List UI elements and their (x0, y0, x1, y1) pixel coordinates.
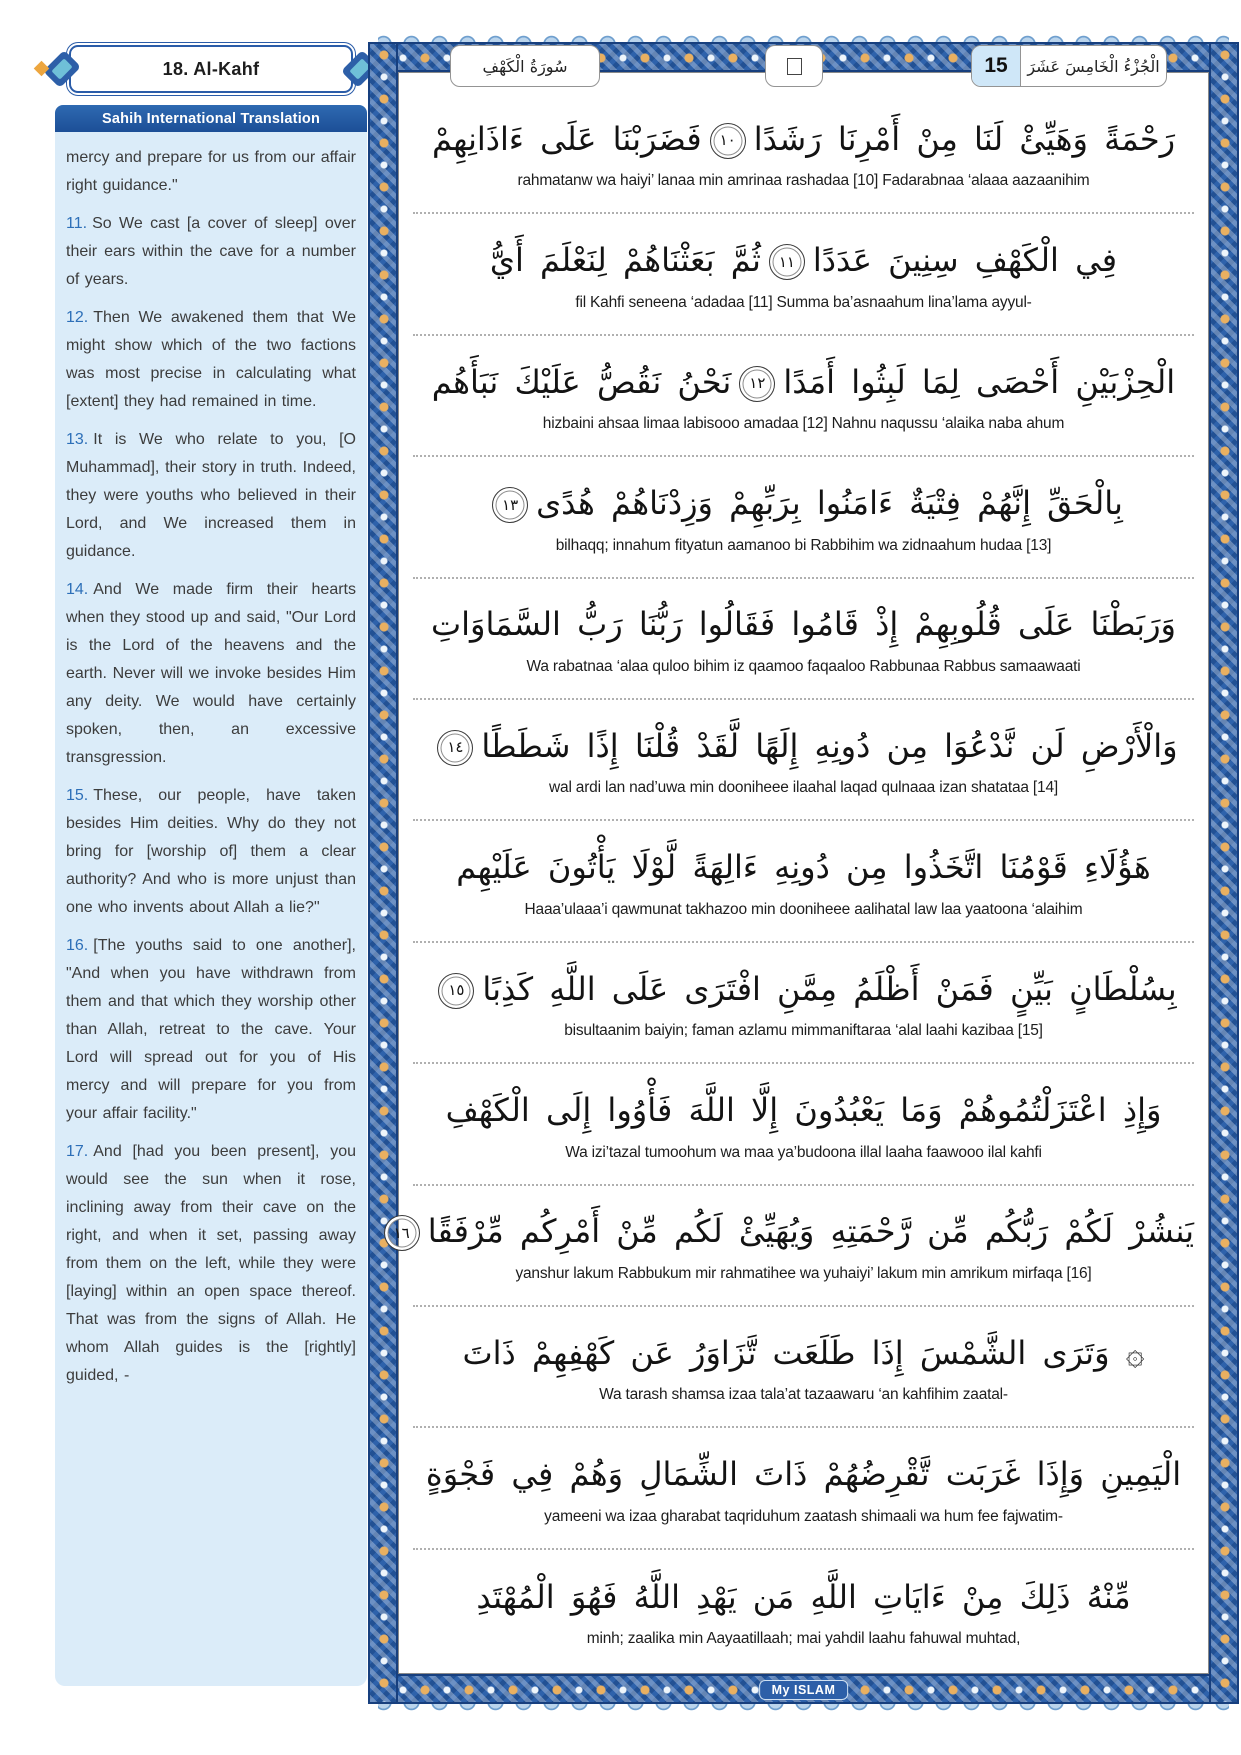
arabic-line: ۞ وَتَرَى الشَّمْسَ إِذَا طَلَعَت تَّزَاوَرُ عَن كَهْفِهِمْ ذَاتَ (462, 1333, 1145, 1372)
ornament-border-left (368, 42, 398, 1704)
verse-text: Then We awakened them that We might show which of the two factions was most precise in calculating what [extent] they had remained in time. (66, 309, 356, 410)
verse-number: 11. (66, 215, 88, 232)
transliteration-line: yameeni wa izaa gharabat taqriduhum zaatash shimaali wa hum fee fajwatim- (544, 1507, 1063, 1525)
ornament-border-right (1209, 42, 1239, 1704)
ayah-number-marker: ١١ (769, 244, 805, 280)
mushaf-text-area (393, 72, 1209, 1674)
transliteration-line: wal ardi lan nad’uwa min dooniheee ilaahal laqad qulnaaa izan shatataa [14] (549, 779, 1058, 797)
transliteration-line: Wa izi’tazal tumoohum wa maa ya’budoona illal laaha faawooo ilal kahfi (565, 1143, 1042, 1161)
arabic-line: وَالْأَرْضِ لَن نَّدْعُوَا مِن دُونِهِ إِلَهًا لَّقَدْ قُلْنَا إِذًا شَطَطًا١٤ (413, 722, 1194, 772)
translation-paragraph (66, 932, 356, 1128)
arabic-line: بِسُلْطَانٍ بَيِّنٍ فَمَنْ أَظْلَمُ مِمَّنِ افْتَرَى عَلَى اللَّهِ كَذِبًا١٥ (413, 965, 1194, 1015)
ayah-block (413, 1550, 1194, 1671)
ayah-block (413, 579, 1194, 700)
quran-frame (368, 42, 1239, 1704)
transliteration-line: minh; zaalika min Aayaatillaah; mai yahdil laahu fahuwal muhtad, (586, 1630, 1021, 1648)
transliteration-line: hizbaini ahsaa limaa labisooo amadaa [12] Nahnu naqussu ‘alaika naba ahum (542, 415, 1065, 433)
arabic-line: وَرَبَطْنَا عَلَى قُلُوبِهِمْ إِذْ قَامُوا فَقَالُوا رَبُّنَا رَبُّ السَّمَاوَاتِ (431, 605, 1176, 644)
translation-paragraph (66, 576, 356, 772)
verse-text: mercy and prepare for us from our affair right guidance." (66, 149, 356, 194)
translation-sidebar (55, 45, 367, 1686)
ayah-number-marker: ١٣ (492, 487, 528, 523)
juz-tab (971, 45, 1167, 87)
ayah-block (413, 1307, 1194, 1428)
ayah-block (413, 93, 1194, 214)
verse-number: 13. (66, 431, 89, 448)
verse-text: It is We who relate to you, [O Muhammad], their story in truth. Indeed, they were youths who believed in their Lord, and We increased them in guidance. (66, 431, 356, 560)
transliteration-line: Wa rabatnaa ‘alaa quloo bihim iz qaamoo faqaaloo Rabbunaa Rabbus samaawaati (526, 658, 1081, 676)
translation-paragraph (66, 782, 356, 922)
verse-number: 16. (66, 937, 89, 954)
juz-name-arabic: الْجُزْءُ الْخَامِسَ عَشَرَ (1027, 56, 1160, 76)
arabic-line: الْحِزْبَيْنِ أَحْصَى لِمَا لَبِثُوا أَمَدًا١٢نَحْنُ نَقُصُّ عَلَيْكَ نَبَأَهُم (431, 362, 1176, 401)
ayah-block (413, 1428, 1194, 1549)
verse-text: And [had you been present], you would see the sun when it rose, inclining away from their cave on the right, and when it set, passing away from them on the left, while they were [laying] within an open space thereof. That was from the signs of Allah. He whom Allah guides is the [rightly] guided, - (66, 1143, 356, 1384)
verse-text: So We cast [a cover of sleep] over their ears within the cave for a number of years. (66, 215, 356, 288)
surah-name-tab (450, 45, 600, 87)
translation-paragraph (66, 1138, 356, 1390)
arabic-line: يَنشُرْ لَكُمْ رَبُّكُم مِّن رَّحْمَتِهِ وَيُهَيِّئْ لَكُم مِّنْ أَمْرِكُم مِّرْفَقًا١٦ (413, 1207, 1194, 1257)
translation-banner: Sahih International Translation (55, 105, 367, 132)
ayah-number-marker: ١٤ (437, 730, 473, 766)
ayah-block (413, 1064, 1194, 1185)
transliteration-line: Haaa’ulaaa’i qawmunat takhazoo min dooniheee aalihatal law laa yaatoona ‘alaihim (524, 900, 1083, 918)
verse-number: 14. (66, 581, 89, 598)
verse-text: [The youths said to one another], "And when you have withdrawn from them and that which they worship other than Allah, retreat to the cave. Your Lord will spread out for you of His mercy and will prepare for you from your affair facility." (66, 937, 356, 1122)
arabic-line: رَحْمَةً وَهَيِّئْ لَنَا مِنْ أَمْرِنَا رَشَدًا١٠فَضَرَبْنَا عَلَى ءَاذَانِهِمْ (431, 119, 1176, 158)
translation-paragraph (66, 144, 356, 200)
transliteration-line: bilhaqq; innahum fityatun aamanoo bi Rabbihim wa zidnaahum hudaa [13] (555, 536, 1052, 554)
brand-badge: My ISLAM (759, 1680, 849, 1700)
transliteration-line: yanshur lakum Rabbukum mir rahmatihee wa yuhaiyi’ lakum min amrikum mirfaqa [16] (515, 1265, 1092, 1282)
ayah-block (393, 1186, 1194, 1307)
surah-title-cartouche (69, 45, 353, 93)
ayah-block (413, 457, 1194, 578)
arabic-line: هَؤُلَاءِ قَوْمُنَا اتَّخَذُوا مِن دُونِهِ ءَالِهَةً لَّوْلَا يَأْتُونَ عَلَيْهِم (456, 848, 1151, 887)
translation-paragraph (66, 426, 356, 566)
scallop-edge-bottom (378, 1702, 1229, 1717)
arabic-line: الْيَمِينِ وَإِذَا غَرَبَت تَّقْرِضُهُمْ ذَاتَ الشِّمَالِ وَهُمْ فِي فَجْوَةٍ (425, 1455, 1182, 1494)
verse-number: 12. (66, 309, 89, 326)
ornament-finial-icon (45, 49, 79, 89)
translation-paragraph (66, 210, 356, 294)
ayah-block (413, 214, 1194, 335)
ayah-number-marker: ١٠ (710, 123, 746, 159)
transliteration-line: bisultaanim baiyin; faman azlamu mimmaniftaraa ‘alal laahi kazibaa [15] (564, 1022, 1043, 1040)
ayah-block (413, 943, 1194, 1064)
surah-title: 18. Al-Kahf (162, 58, 260, 79)
transliteration-line: fil Kahfi seneena ‘adadaa [11] Summa ba’asnaahum lina’lama ayyul- (575, 293, 1032, 311)
arabic-line: مِّنْهُ ذَلِكَ مِنْ ءَايَاتِ اللَّهِ مَن يَهْدِ اللَّهُ فَهُوَ الْمُهْتَدِ (476, 1577, 1131, 1616)
transliteration-line: Wa tarash shamsa izaa tala’at tazaawaru ‘an kahfihim zaatal- (599, 1386, 1008, 1404)
ayah-number-marker: ١٦ (384, 1215, 420, 1251)
transliteration-line: rahmatanw wa haiyi’ lanaa min amrinaa rashadaa [10] Fadarabnaa ‘alaaa aazaanihim (517, 172, 1090, 190)
translation-paragraph (66, 304, 356, 416)
verse-number: 15. (66, 787, 89, 804)
placeholder-glyph-icon (787, 58, 802, 75)
verse-text: These, our people, have taken besides Him deities. Why do they not bring for [worship of] them a clear authority? And who is more unjust than one who invents about Allah a lie?" (66, 787, 356, 916)
arabic-line: وَإِذِ اعْتَزَلْتُمُوهُمْ وَمَا يَعْبُدُونَ إِلَّا اللَّهَ فَأْوُوا إِلَى الْكَهْفِ (445, 1091, 1162, 1130)
verse-text: And We made firm their hearts when they stood up and said, "Our Lord is the Lord of the heavens and the earth. Never will we invoke besides Him any deity. We would have certainly spoken, then, an excessive transgression. (66, 581, 356, 766)
ayah-block (413, 336, 1194, 457)
arabic-line: بِالْحَقِّ إِنَّهُمْ فِتْيَةٌ ءَامَنُوا بِرَبِّهِمْ وَزِدْنَاهُمْ هُدًى١٣ (413, 479, 1194, 529)
ayah-number-marker: ١٢ (739, 366, 775, 402)
juz-number-badge: 15 (972, 46, 1021, 86)
surah-name-arabic: سُورَةُ الْكَهْفِ (482, 56, 568, 76)
ayah-block (413, 821, 1194, 942)
ayah-number-marker: ١٥ (438, 973, 474, 1009)
center-ornament-tab (765, 45, 823, 87)
ayah-block (413, 700, 1194, 821)
verse-number: 17. (66, 1143, 89, 1160)
translation-panel (55, 132, 367, 1686)
arabic-line: فِي الْكَهْفِ سِنِينَ عَدَدًا١١ثُمَّ بَعَثْنَاهُمْ لِنَعْلَمَ أَيُّ (489, 241, 1118, 280)
